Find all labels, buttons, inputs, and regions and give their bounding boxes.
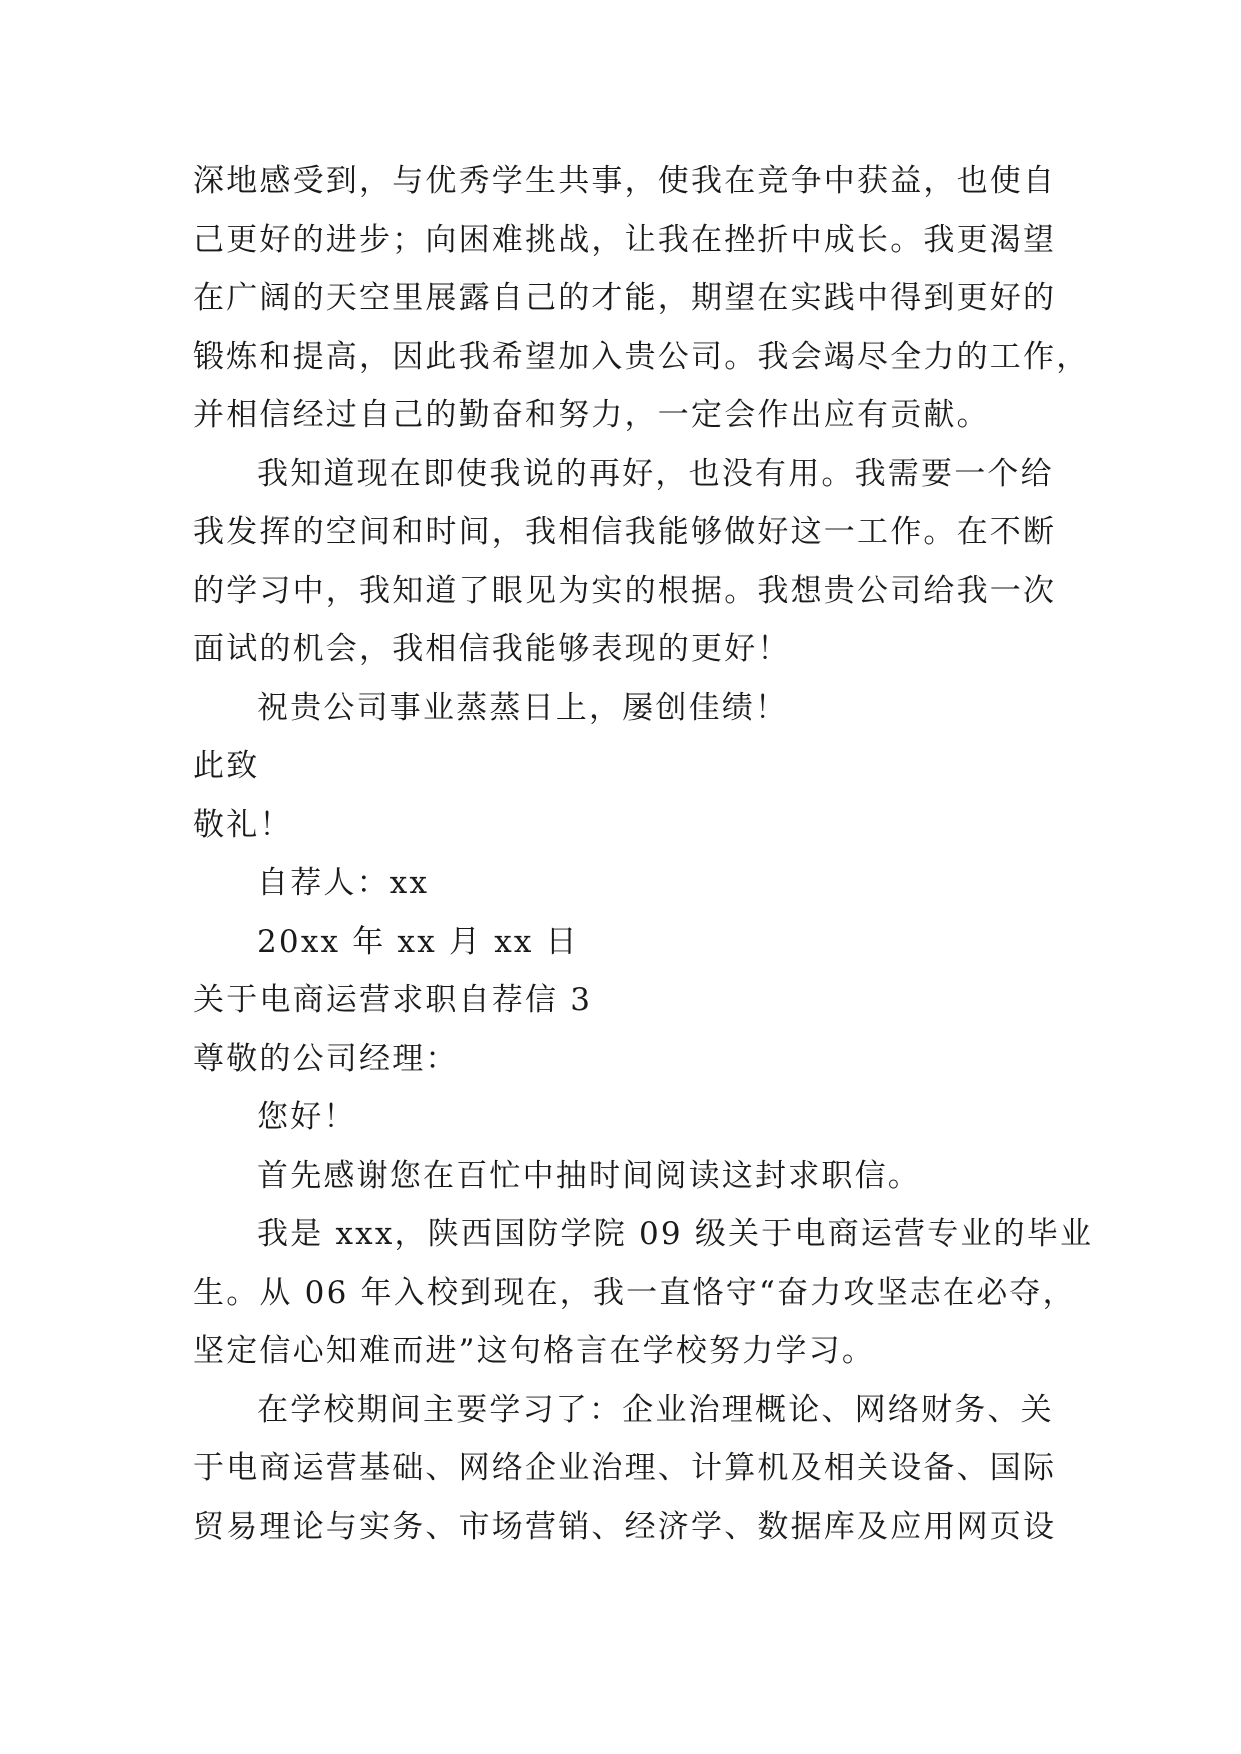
paragraph-start-line: 我是 xxx，陕西国防学院 09 级关于电商运营专业的毕业 <box>257 1216 1094 1252</box>
text-line: 贸易理论与实务、市场营销、经济学、数据库及应用网页设 <box>193 1508 1057 1545</box>
paragraph-start-line: 首先感谢您在百忙中抽时间阅读这封求职信。 <box>257 1157 921 1194</box>
letter-body <box>193 152 1094 1556</box>
section-heading: 关于电商运营求职自荐信 3 <box>193 982 593 1018</box>
text-line: 面试的机会，我相信我能够表现的更好！ <box>193 631 791 667</box>
text-line: 己更好的进步；向困难挑战，让我在挫折中成长。我更渴望 <box>193 221 1057 258</box>
text-line: 于电商运营基础、网络企业治理、计算机及相关设备、国际 <box>193 1450 1057 1486</box>
signature-name: 自荐人：xx <box>257 865 430 901</box>
text-line: 生。从 06 年入校到现在，我一直恪守“奋力攻坚志在必夺， <box>193 1274 1076 1311</box>
signature-date: 20xx 年 xx 月 xx 日 <box>257 923 579 960</box>
paragraph-start-line: 在学校期间主要学习了：企业治理概论、网络财务、关 <box>257 1391 1054 1428</box>
closing-salutation: 此致 <box>193 748 260 784</box>
text-line: 我发挥的空间和时间，我相信我能够做好这一工作。在不断 <box>193 514 1057 550</box>
text-line: 坚定信心知难而进”这句格言在学校努力学习。 <box>193 1333 876 1369</box>
text-line: 锻炼和提高，因此我希望加入贵公司。我会竭尽全力的工作， <box>193 338 1090 375</box>
text-line: 在广阔的天空里展露自己的才能，期望在实践中得到更好的 <box>193 280 1057 316</box>
text-line: 深地感受到，与优秀学生共事，使我在竞争中获益，也使自 <box>193 163 1057 199</box>
closing-wish: 祝贵公司事业蒸蒸日上，屡创佳绩！ <box>257 689 789 726</box>
greeting-recipient: 尊敬的公司经理： <box>193 1040 459 1077</box>
greeting-hello: 您好！ <box>257 1099 357 1135</box>
text-line: 的学习中，我知道了眼见为实的根据。我想贵公司给我一次 <box>193 572 1057 609</box>
closing-regards: 敬礼！ <box>193 806 293 843</box>
text-line: 并相信经过自己的勤奋和努力，一定会作出应有贡献。 <box>193 397 990 433</box>
paragraph-start-line: 我知道现在即使我说的再好，也没有用。我需要一个给 <box>257 455 1054 492</box>
